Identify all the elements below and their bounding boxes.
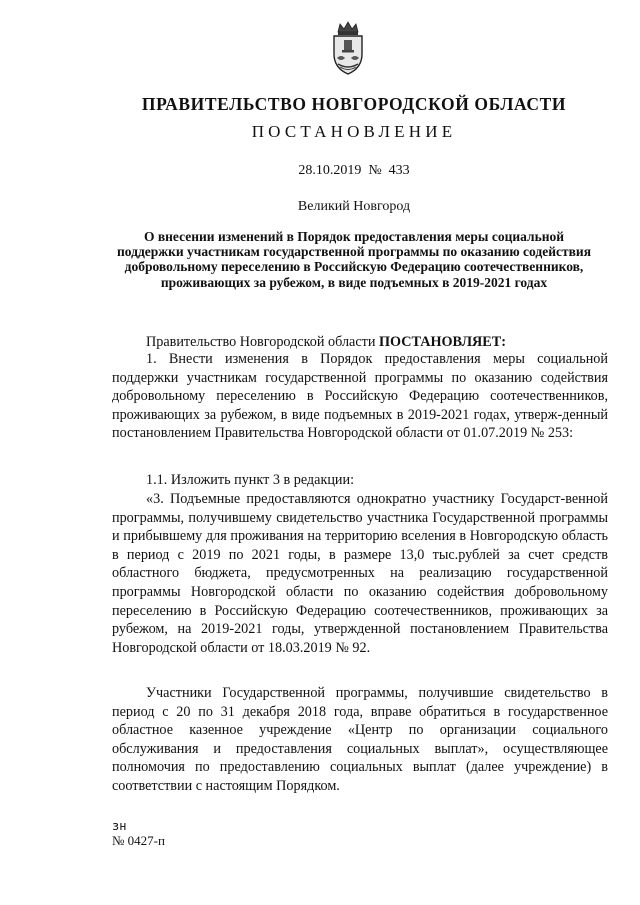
document-date: 28.10.2019 xyxy=(298,163,362,178)
paragraph-1-1: 1.1. Изложить пункт 3 в редакции: xyxy=(146,472,355,488)
date-number-line xyxy=(0,163,640,179)
paragraph-1: 1. Внести изменения в Порядок предоставления меры социальной поддержки участникам государственной программы по оказанию содействия добровольному переселению в Российскую Федерацию соотечественников, проживающих за рубежом, в виде подъемных в 2019-2021 годах, утверж-денный постановлением Правительства Новгородской области от 01.07.2019 № 253: xyxy=(112,351,608,442)
document-type: ПОСТАНОВЛЕНИЕ xyxy=(251,122,457,141)
footer-doc-number: № 0427-п xyxy=(112,833,165,848)
city: Великий Новгород xyxy=(297,199,411,214)
document-number: 433 xyxy=(388,163,410,178)
paragraph-3: «3. Подъемные предоставляются однократно участнику Государст-венной программы, получившему свидетельство участника Государственной программы и прибывшему для проживания на территорию вселения в Новгородскую область в период с 2019 по 2021 годы, в размере 13,0 тыс.рублей за счет средств областного бюджета, предусмотренных на реализацию государственной программы Новгородской области по оказанию содействия добровольному переселению в Российскую Федерацию соотечественников, проживающих за рубежом, на 2019-2021 годы, утвержденной постановлением Правительства Новгородской области от 18.03.2019 № 92. xyxy=(112,491,608,656)
lead-prefix: Правительство Новгородской области xyxy=(146,334,379,350)
paragraph-participants: Участники Государственной программы, получившие свидетельство в период с 20 по 31 декабря 2018 года, вправе обратиться в государственное областное казенное учреждение «Центр по организации социального обслуживания и предоставления социальных выплат», осуществляющее полномочия по предоставлению социальных выплат (далее учреждение) в соответствии с настоящим Порядком. xyxy=(112,685,608,794)
number-sign: № xyxy=(368,163,382,178)
government-name: ПРАВИТЕЛЬСТВО НОВГОРОДСКОЙ ОБЛАСТИ xyxy=(141,94,567,114)
coat-of-arms-icon xyxy=(326,20,370,76)
lead-verb: ПОСТАНОВЛЯЕТ: xyxy=(378,334,506,350)
footer-code: зн xyxy=(112,819,127,833)
document-heading: О внесении изменений в Порядок предоставления меры социальной поддержки участникам государственной программы по оказанию содействия добровольному переселению в Российскую Федерацию соотечественников, проживающих за рубежом, в виде подъемных в 2019-2021 годах xyxy=(117,229,591,290)
lead-line xyxy=(146,334,506,351)
